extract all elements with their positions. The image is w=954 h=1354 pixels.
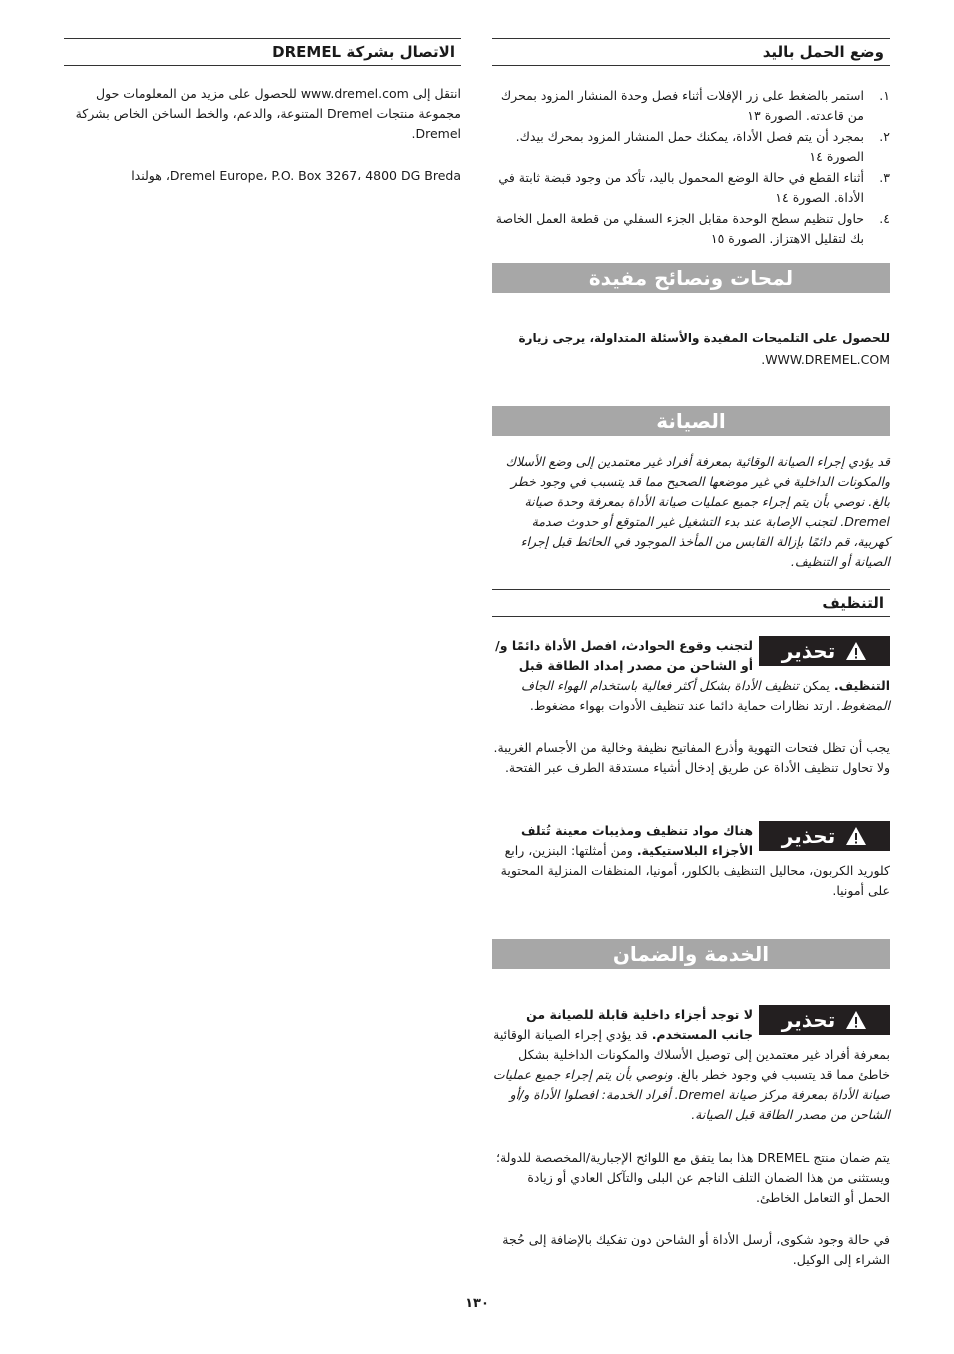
- service-warning: تحذير لا توجد أجزاء داخلية قابلة للصيانة من جانب المستخدم. قد يؤدي إجراء الصيانة الوقائية بمعرفة أفراد غير معتمدين إلى توصيل الأسلاك والمكونات الداخلية بشكل خاطئ مما قد يتسبب في وجود خطر بالغ. ونوصي بأن يتم إجراء جميع عمليات صيانة الأداة بمعرفة مركز صيانة Dremel. أفراد الخدمة: افصلوا الأداة و/أو الشاحن من مصدر الطاقة قبل الصيانة.: [492, 1007, 890, 1122]
- warning-badge: تحذير: [759, 1005, 890, 1035]
- cleaning-heading: التنظيف: [492, 589, 890, 617]
- tips-banner: لمحات ونصائح مفيدة: [492, 263, 890, 293]
- tips-text: للحصول على التلميحات المفيدة والأسئلة المتداولة، يرجى زيارة: [518, 331, 890, 345]
- contact-text: انتقل إلى www.dremel.com للحصول على مزيد من المعلومات حول مجموعة منتجات Dremel المتنوعة، والدعم، والخط الساخن الخاص بشركة Dremel.: [75, 86, 461, 141]
- contact-heading: الاتصال بشركة DREMEL: [64, 38, 461, 66]
- service-banner: الخدمة والضمان: [492, 939, 890, 969]
- page-number: ١٣٠: [465, 1296, 489, 1311]
- maintenance-banner: الصيانة: [492, 406, 890, 436]
- warning-badge: تحذير: [759, 636, 890, 666]
- contact-address: Dremel Europe، P.O. Box 3267، 4800 DG Breda، هولندا: [131, 168, 461, 183]
- vents-text: يجب أن تظل فتحات التهوية وأذرع المفاتيح نظيفة وخالية من الأجسام الغريبة. ولا تحاول تنظيف الأداة عن طريق إدخال أشياء مستدقة الطرف عبر الفتحة.: [493, 740, 890, 775]
- transport-steps: [492, 86, 890, 250]
- transport-heading: وضع الحمل باليد: [492, 38, 890, 66]
- warning-badge: تحذير: [759, 821, 890, 851]
- warning-triangle-icon: [845, 1010, 867, 1030]
- complaint-text: في حالة وجود شكوى، أرسل الأداة أو الشاحن دون تفكيك بالإضافة إلى حُجة الشراء إلى الوكيل.: [502, 1232, 890, 1267]
- warning-triangle-icon: [845, 826, 867, 846]
- warranty-text: يتم ضمان منتج DREMEL هذا بما يتفق مع اللوائح الإجبارية/المخصصة للدولة؛ ويستثنى من هذا الضمان التلف الناجم عن البلى والتآكل العادي أو زيادة الحمل أو التعامل الخاطئ.: [495, 1150, 890, 1205]
- list-item: ٢. بمجرد أن يتم فصل الأداة، يمكنك حمل المنشار المزود بمحرك بيدك. الصورة ١٤: [515, 129, 890, 164]
- solvent-warning: تحذير هناك مواد تنظيف ومذيبات معينة تُتلف الأجزاء البلاستيكية. ومن أمثلتها: البنزين، رابع كلوريد الكربون، محاليل التنظيف بالكلور، أمونيا، المنظفات المنزلية المحتوية على أمونيا.: [500, 823, 890, 898]
- cleaning-warning: تحذير لتجنب وقوع الحوادث، افصل الأداة دائمًا و/أو الشاحن من مصدر إمداد الطاقة قبل التنظيف. يمكن تنظيف الأداة بشكل أكثر فعالية باستخدام الهواء الجاف المضغوط. ارتد نظارات حماية دائما عند تنظيف الأدوات بهواء مضغوط.: [495, 638, 890, 713]
- tips-url[interactable]: WWW.DREMEL.COM.: [761, 352, 890, 367]
- maintenance-text: قد يؤدي إجراء الصيانة الوقائية بمعرفة أفراد غير معتمدين إلى وضع الأسلاك والمكونات الداخلية في غير موضعها الصحيح مما قد يتسبب في وجود خطر بالغ. نوصي بأن يتم إجراء جميع عمليات صيانة الأداة بمعرفة وحدة صيانة Dremel. لتجنب الإصابة عند بدء التشغيل غير المتوقع أو حدوث صدمة كهربية، قم دائمًا بإزالة القابس من المأخذ الموجود في الحائط قبل إجراء الصيانة أو التنظيف.: [505, 454, 890, 569]
- warning-triangle-icon: [845, 641, 867, 661]
- list-item: ٣. أثناء القطع في حالة الوضع المحمول باليد، تأكد من وجود قبضة ثابتة في الأداة. الصورة ١٤: [498, 170, 890, 205]
- list-item: ٤. حاول تنظيم سطح الوحدة مقابل الجزء السفلي من قطعة العمل الخاصة بك لتقليل الاهتزاز. الصورة ١٥: [495, 211, 890, 246]
- list-item: ١. استمر بالضغط على زر الإفلات أثناء فصل وحدة المنشار المزود بمحرك من قاعدته. الصورة ١٣: [500, 88, 890, 123]
